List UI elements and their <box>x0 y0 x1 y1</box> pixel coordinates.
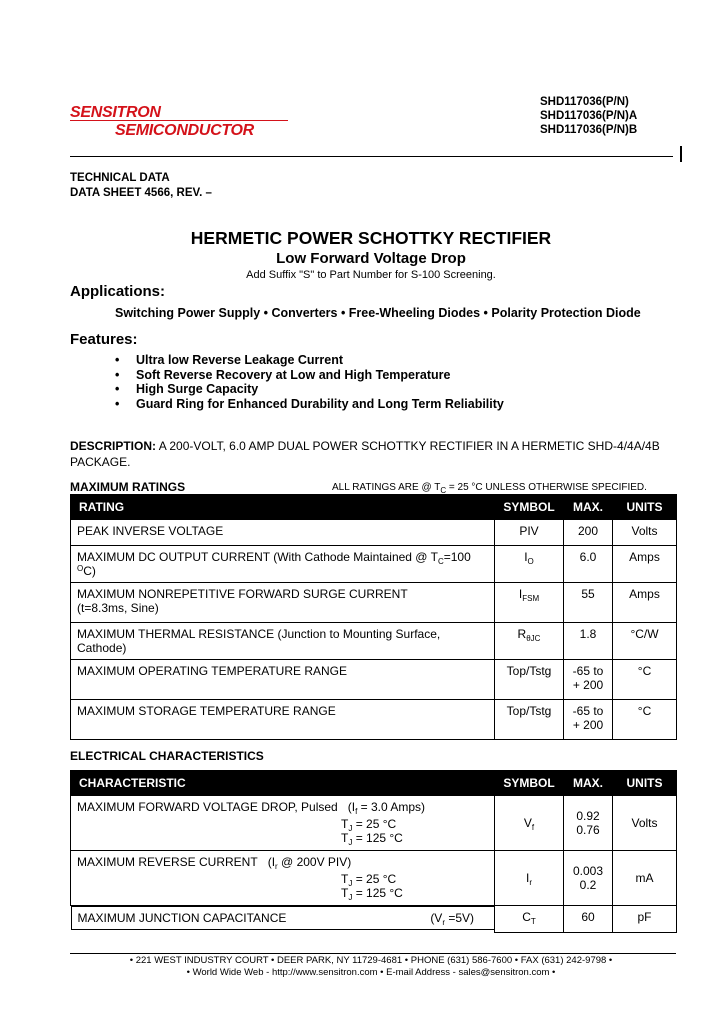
footer-web: • World Wide Web - http://www.sensitron.com • E-mail Address - sales@sensitron.com • <box>186 967 556 978</box>
units-cell: pF <box>613 906 677 933</box>
description <box>70 438 670 470</box>
max-cell: 1.8 <box>564 623 613 660</box>
max-cell: 6.0 <box>564 546 613 583</box>
page-subtitle: Low Forward Voltage Drop <box>276 250 466 267</box>
description-label: DESCRIPTION: <box>70 439 157 453</box>
rating-cell: MAXIMUM OPERATING TEMPERATURE RANGE <box>71 660 495 700</box>
units-cell: °C/W <box>613 623 677 660</box>
max-cell: 0.92 0.76 <box>564 796 613 851</box>
max-cell: 0.003 0.2 <box>564 851 613 906</box>
header-tick <box>680 146 682 162</box>
feature-item: • Ultra low Reverse Leakage Current <box>115 353 344 367</box>
header-symbol: SYMBOL <box>495 771 564 796</box>
units-cell: Amps <box>613 583 677 623</box>
suffix-note: Add Suffix "S" to Part Number for S-100 Screening. <box>246 269 496 281</box>
max-cell: -65 to + 200 <box>564 660 613 700</box>
table-row <box>71 623 677 660</box>
electrical-table <box>70 770 677 933</box>
rating-cell: PEAK INVERSE VOLTAGE <box>71 520 495 546</box>
feature-item: • Guard Ring for Enhanced Durability and Long Term Reliability <box>115 397 504 411</box>
table-row <box>71 520 677 546</box>
symbol-cell: $I_O$ <box>495 546 564 583</box>
units-cell: Volts <box>613 520 677 546</box>
table-row <box>71 660 677 700</box>
technical-data-label: TECHNICAL DATA <box>70 172 170 184</box>
header-max: MAX. <box>564 495 613 520</box>
symbol-cell: Top/Tstg <box>495 660 564 700</box>
description-text: A 200-VOLT, 6.0 AMP DUAL POWER SCHOTTKY RECTIFIER IN A HERMETIC SHD-4/4A/4B PACKAGE. <box>70 439 660 469</box>
part-number-1: SHD117036(P/N) <box>540 96 629 108</box>
header-units: UNITS <box>613 495 677 520</box>
units-cell: Volts <box>613 796 677 851</box>
features-heading: Features: <box>70 331 138 348</box>
max-cell: 60 <box>564 906 613 933</box>
symbol-cell: $V_f$ <box>495 796 564 851</box>
bullet: • <box>115 397 120 411</box>
feature-item: • High Surge Capacity <box>115 382 259 396</box>
footer-rule <box>70 953 676 954</box>
symbol-cell: $I_r$ <box>495 851 564 906</box>
rating-cell: MAXIMUM STORAGE TEMPERATURE RANGE <box>71 700 495 740</box>
characteristic-cell: MAXIMUM FORWARD VOLTAGE DROP, Pulsed ($I_f = 3.0$ Amps) $T_J = 25$ °C $T_J = 125$ °C <box>71 796 495 851</box>
characteristic-cell: MAXIMUM JUNCTION CAPACITANCE $(V_r =5V)$ <box>71 906 495 930</box>
symbol-cell: $R_{\theta JC}$ <box>495 623 564 660</box>
table-row <box>71 796 677 851</box>
header-units: UNITS <box>613 771 677 796</box>
electrical-heading: ELECTRICAL CHARACTERISTICS <box>70 749 264 763</box>
max-ratings-heading: MAXIMUM RATINGS <box>70 480 186 494</box>
applications-list: Switching Power Supply • Converters • Free-Wheeling Diodes • Polarity Protection Diode <box>115 306 641 320</box>
table-header-row <box>71 771 677 796</box>
symbol-cell: PIV <box>495 520 564 546</box>
feature-item: • Soft Reverse Recovery at Low and High Temperature <box>115 368 451 382</box>
header-max: MAX. <box>564 771 613 796</box>
table-header-row <box>71 495 677 520</box>
logo-line-2: SEMICONDUCTOR <box>115 122 254 139</box>
symbol-cell: $I_{FSM}$ <box>495 583 564 623</box>
units-cell: °C <box>613 700 677 740</box>
bullet: • <box>115 382 120 396</box>
logo-line-1: SENSITRON <box>70 104 161 121</box>
characteristic-cell: MAXIMUM REVERSE CURRENT ($I_r$ @ 200V PIV) $T_J = 25$ °C $T_J = 125$ °C <box>71 851 495 906</box>
header-characteristic: CHARACTERISTIC <box>71 771 495 796</box>
logo-underline <box>70 120 288 121</box>
rating-cell: MAXIMUM DC OUTPUT CURRENT (With Cathode Maintained @ $T_C=100$ $^O$C) <box>71 546 495 583</box>
table-row <box>71 546 677 583</box>
data-sheet-rev: DATA SHEET 4566, REV. – <box>70 187 212 199</box>
part-number-3: SHD117036(P/N)B <box>540 124 638 136</box>
table-row <box>71 851 677 906</box>
footer-address: • 221 WEST INDUSTRY COURT • DEER PARK, NY 11729-4681 • PHONE (631) 586-7600 • FAX (631) 242-9798 • <box>129 955 613 966</box>
page-title: HERMETIC POWER SCHOTTKY RECTIFIER <box>190 228 552 248</box>
bullet: • <box>115 368 120 382</box>
max-cell: 55 <box>564 583 613 623</box>
bullet: • <box>115 353 120 367</box>
units-cell: °C <box>613 660 677 700</box>
max-ratings-table <box>70 494 677 740</box>
units-cell: mA <box>613 851 677 906</box>
table-row <box>71 906 677 933</box>
header-rating: RATING <box>71 495 495 520</box>
header-rule <box>70 156 673 157</box>
max-cell: 200 <box>564 520 613 546</box>
max-cell: -65 to + 200 <box>564 700 613 740</box>
part-number-2: SHD117036(P/N)A <box>540 110 638 122</box>
symbol-cell: $C_T$ <box>495 906 564 933</box>
header-symbol: SYMBOL <box>495 495 564 520</box>
table-row <box>71 700 677 740</box>
units-cell: Amps <box>613 546 677 583</box>
symbol-cell: Top/Tstg <box>495 700 564 740</box>
ratings-note: ALL RATINGS ARE @ $T_C = 25$ °C UNLESS OTHERWISE SPECIFIED. <box>332 482 647 495</box>
rating-cell: MAXIMUM NONREPETITIVE FORWARD SURGE CURRENT (t=8.3ms, Sine) <box>71 583 495 623</box>
rating-cell: MAXIMUM THERMAL RESISTANCE (Junction to Mounting Surface, Cathode) <box>71 623 495 660</box>
table-row <box>71 583 677 623</box>
applications-heading: Applications: <box>70 283 166 300</box>
